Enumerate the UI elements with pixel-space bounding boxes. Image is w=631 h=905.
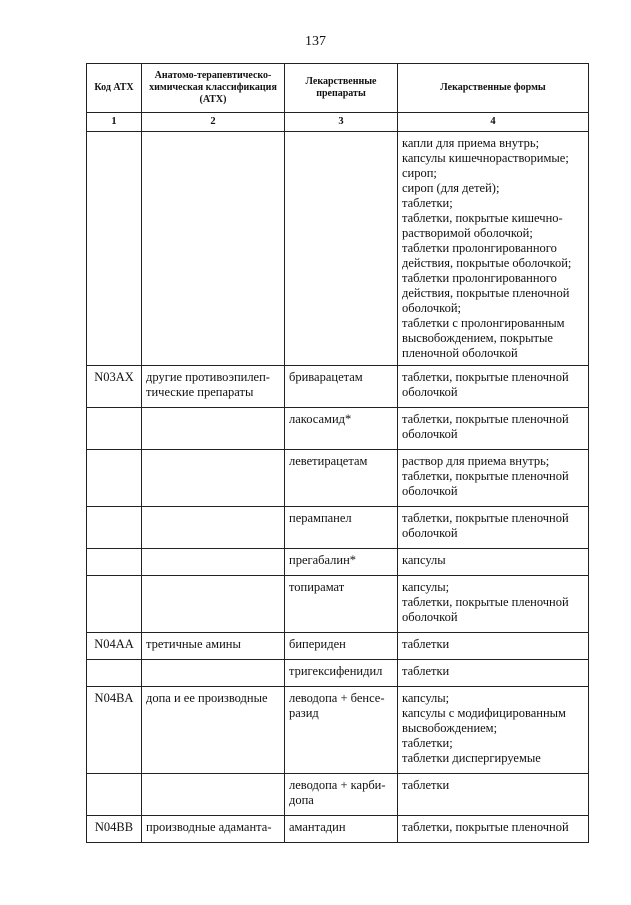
table-row xyxy=(87,660,589,687)
atx-classification-cell xyxy=(142,576,285,633)
atx-classification-cell xyxy=(142,633,285,660)
drug-name-line: разид xyxy=(289,706,319,720)
dosage-form-line: таблетки xyxy=(402,637,450,651)
dosage-form-line: капсулы xyxy=(402,553,446,567)
dosage-form-line: таблетки диспергируемые xyxy=(402,751,541,765)
column-number-row xyxy=(87,113,589,132)
page-number: 137 xyxy=(305,34,326,49)
dosage-form-line: оболочкой xyxy=(402,610,458,624)
atx-classification-cell xyxy=(142,366,285,408)
drug-name-line: тригексифенидил xyxy=(289,664,383,678)
drug-name-line: допа xyxy=(289,793,314,807)
dosage-form-cell xyxy=(398,816,589,843)
atx-classification-cell xyxy=(142,549,285,576)
dosage-form-line: таблетки, покрытые пленочной xyxy=(402,469,569,483)
dosage-form-cell xyxy=(398,132,589,366)
atx-classification-cell xyxy=(142,774,285,816)
table-row xyxy=(87,408,589,450)
drug-name-line: леводопа + карби- xyxy=(289,778,386,792)
atx-code-cell: N04AA xyxy=(87,633,142,660)
drug-name-line: бриварацетам xyxy=(289,370,363,384)
dosage-form-cell xyxy=(398,687,589,774)
dosage-form-line: капсулы; xyxy=(402,580,450,594)
drug-name-cell xyxy=(285,633,398,660)
header-row xyxy=(87,64,589,113)
dosage-form-line: таблетки с пролонгированным xyxy=(402,316,565,330)
drug-name-cell xyxy=(285,774,398,816)
dosage-form-line: сироп (для детей); xyxy=(402,181,500,195)
drug-name-cell xyxy=(285,816,398,843)
dosage-form-line: таблетки; xyxy=(402,736,453,750)
drug-name-cell xyxy=(285,687,398,774)
dosage-form-cell xyxy=(398,366,589,408)
table-row xyxy=(87,366,589,408)
dosage-form-line: капсулы; xyxy=(402,691,450,705)
table-row xyxy=(87,132,589,366)
dosage-form-line: таблетки пролонгированного xyxy=(402,271,557,285)
dosage-form-line: оболочкой; xyxy=(402,301,461,315)
dosage-form-line: капсулы кишечнорастворимые; xyxy=(402,151,569,165)
column-number: 3 xyxy=(285,113,398,132)
atx-code-cell: N03AX xyxy=(87,366,142,408)
table-row xyxy=(87,633,589,660)
dosage-form-line: капсулы с модифицированным xyxy=(402,706,566,720)
drug-name-cell xyxy=(285,549,398,576)
dosage-form-line: таблетки, покрытые пленочной xyxy=(402,820,569,834)
dosage-form-line: действия, покрытые оболочкой; xyxy=(402,256,572,270)
table-row xyxy=(87,549,589,576)
column-number: 4 xyxy=(398,113,589,132)
column-number: 2 xyxy=(142,113,285,132)
table-row xyxy=(87,687,589,774)
atx-classification-line: допа и ее производные xyxy=(146,691,268,705)
column-number: 1 xyxy=(87,113,142,132)
dosage-form-cell xyxy=(398,660,589,687)
table-row xyxy=(87,450,589,507)
atx-classification-line: другие противоэпилеп- xyxy=(146,370,270,384)
atx-classification-cell xyxy=(142,507,285,549)
atx-classification-cell xyxy=(142,450,285,507)
dosage-form-line: высвобождением, покрытые xyxy=(402,331,553,345)
dosage-form-line: раствор для приема внутрь; xyxy=(402,454,550,468)
atx-code-cell: N04BB xyxy=(87,816,142,843)
dosage-form-line: таблетки, покрытые кишечно- xyxy=(402,211,563,225)
atx-classification-line: третичные амины xyxy=(146,637,241,651)
dosage-form-line: оболочкой xyxy=(402,427,458,441)
dosage-form-line: таблетки xyxy=(402,778,450,792)
dosage-form-line: сироп; xyxy=(402,166,437,180)
drug-name-line: амантадин xyxy=(289,820,346,834)
dosage-form-cell xyxy=(398,549,589,576)
dosage-form-line: таблетки; xyxy=(402,196,453,210)
table-body xyxy=(87,132,589,843)
dosage-form-line: таблетки, покрытые пленочной xyxy=(402,511,569,525)
drug-name-cell xyxy=(285,366,398,408)
atx-classification-cell xyxy=(142,660,285,687)
dosage-form-line: таблетки xyxy=(402,664,450,678)
header-drugs: Лекарственные препараты xyxy=(285,64,398,113)
dosage-form-line: оболочкой xyxy=(402,484,458,498)
drug-table xyxy=(86,63,589,843)
atx-code-cell xyxy=(87,660,142,687)
atx-classification-cell xyxy=(142,816,285,843)
drug-name-line: лакосамид* xyxy=(289,412,352,426)
drug-name-cell xyxy=(285,132,398,366)
dosage-form-cell xyxy=(398,576,589,633)
table-row xyxy=(87,816,589,843)
dosage-form-line: таблетки, покрытые пленочной xyxy=(402,370,569,384)
table-row xyxy=(87,774,589,816)
atx-code-cell xyxy=(87,774,142,816)
atx-classification-cell xyxy=(142,687,285,774)
table-row xyxy=(87,507,589,549)
atx-classification-cell xyxy=(142,132,285,366)
atx-code-cell: N04BA xyxy=(87,687,142,774)
dosage-form-cell xyxy=(398,450,589,507)
atx-code-cell xyxy=(87,507,142,549)
dosage-form-line: таблетки, покрытые пленочной xyxy=(402,595,569,609)
drug-name-line: перампанел xyxy=(289,511,352,525)
dosage-form-line: оболочкой xyxy=(402,526,458,540)
dosage-form-line: растворимой оболочкой; xyxy=(402,226,533,240)
drug-name-cell xyxy=(285,576,398,633)
atx-code-cell xyxy=(87,549,142,576)
dosage-form-cell xyxy=(398,633,589,660)
drug-name-line: топирамат xyxy=(289,580,345,594)
drug-name-cell xyxy=(285,408,398,450)
dosage-form-line: пленочной оболочкой xyxy=(402,346,518,360)
drug-name-line: леводопа + бенсе- xyxy=(289,691,385,705)
header-atx-classification: Анатомо-терапевтическо-химическая классификация (АТХ) xyxy=(142,64,285,113)
dosage-form-cell xyxy=(398,507,589,549)
dosage-form-line: высвобождением; xyxy=(402,721,498,735)
drug-name-cell xyxy=(285,660,398,687)
dosage-form-line: капли для приема внутрь; xyxy=(402,136,540,150)
atx-code-cell xyxy=(87,450,142,507)
dosage-form-line: действия, покрытые пленочной xyxy=(402,286,570,300)
drug-name-cell xyxy=(285,507,398,549)
dosage-form-cell xyxy=(398,774,589,816)
dosage-form-cell xyxy=(398,408,589,450)
drug-name-line: леветирацетам xyxy=(289,454,368,468)
dosage-form-line: таблетки пролонгированного xyxy=(402,241,557,255)
drug-name-line: прегабалин* xyxy=(289,553,357,567)
dosage-form-line: таблетки, покрытые пленочной xyxy=(402,412,569,426)
table-row xyxy=(87,576,589,633)
atx-classification-line: производные адаманта- xyxy=(146,820,272,834)
header-atx-code: Код АТХ xyxy=(87,64,142,113)
atx-classification-line: тические препараты xyxy=(146,385,254,399)
atx-code-cell xyxy=(87,132,142,366)
drug-name-cell xyxy=(285,450,398,507)
dosage-form-line: оболочкой xyxy=(402,385,458,399)
atx-code-cell xyxy=(87,408,142,450)
header-dosage-forms: Лекарственные формы xyxy=(398,64,589,113)
drug-name-line: бипериден xyxy=(289,637,346,651)
atx-classification-cell xyxy=(142,408,285,450)
atx-code-cell xyxy=(87,576,142,633)
